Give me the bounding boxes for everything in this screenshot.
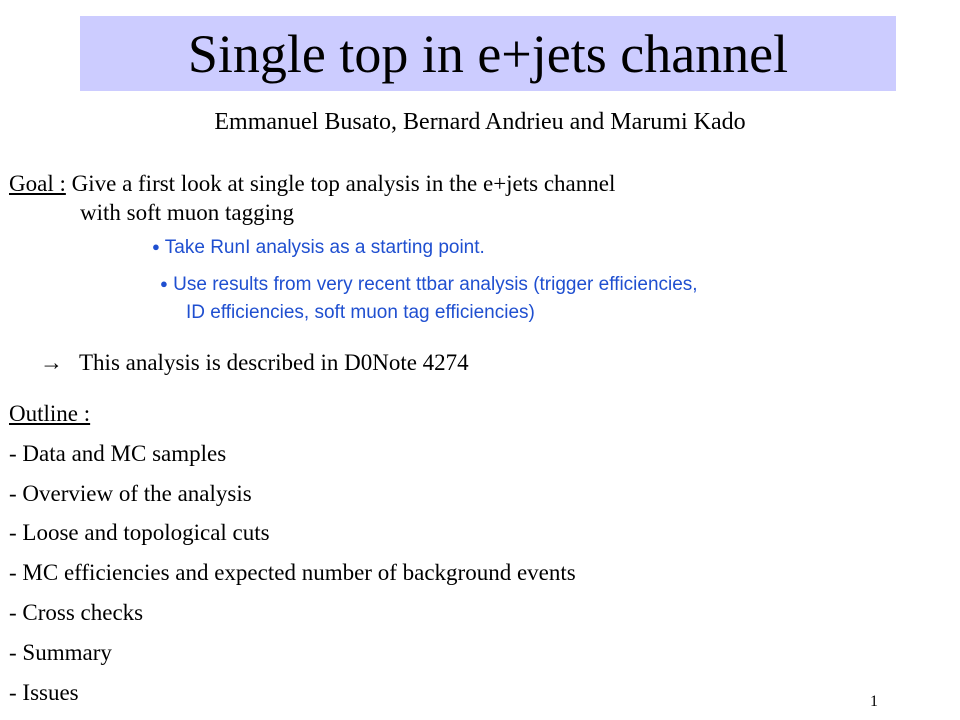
goal-point-2-continued: ID efficiencies, soft muon tag efficiencies) bbox=[186, 302, 535, 323]
outline-item: - MC efficiencies and expected number of background events bbox=[9, 560, 576, 585]
bullet-icon: ● bbox=[160, 276, 168, 291]
outline-item: - Loose and topological cuts bbox=[9, 520, 270, 545]
goal-line-1 bbox=[9, 170, 615, 198]
goal-line-2: with soft muon tagging bbox=[80, 200, 295, 225]
outline-item: - Summary bbox=[9, 640, 112, 665]
outline-label: Outline : bbox=[9, 401, 91, 426]
bullet-icon: ● bbox=[152, 239, 160, 254]
goal-point-1-text: Take RunI analysis as a starting point. bbox=[164, 237, 485, 258]
right-arrow-icon: → bbox=[40, 350, 63, 375]
outline-item: - Cross checks bbox=[9, 600, 144, 625]
slide-title: Single top in e+jets channel bbox=[187, 23, 789, 84]
goal-point-1 bbox=[152, 235, 485, 260]
goal-point-2 bbox=[160, 272, 698, 297]
outline-item: - Issues bbox=[9, 680, 79, 705]
note-line bbox=[40, 349, 469, 377]
goal-point-2-text: Use results from very recent ttbar analysis (trigger efficiencies, bbox=[173, 274, 698, 295]
title-banner bbox=[80, 16, 896, 91]
authors: Emmanuel Busato, Bernard Andrieu and Marumi Kado bbox=[214, 109, 746, 135]
page-number: 1 bbox=[870, 693, 878, 710]
outline-item: - Overview of the analysis bbox=[9, 481, 252, 506]
goal-label: Goal : bbox=[9, 171, 66, 196]
outline-item: - Data and MC samples bbox=[9, 441, 227, 466]
note-text: This analysis is described in D0Note 4274 bbox=[79, 350, 469, 375]
goal-text-1: Give a first look at single top analysis in the e+jets channel bbox=[71, 171, 616, 196]
